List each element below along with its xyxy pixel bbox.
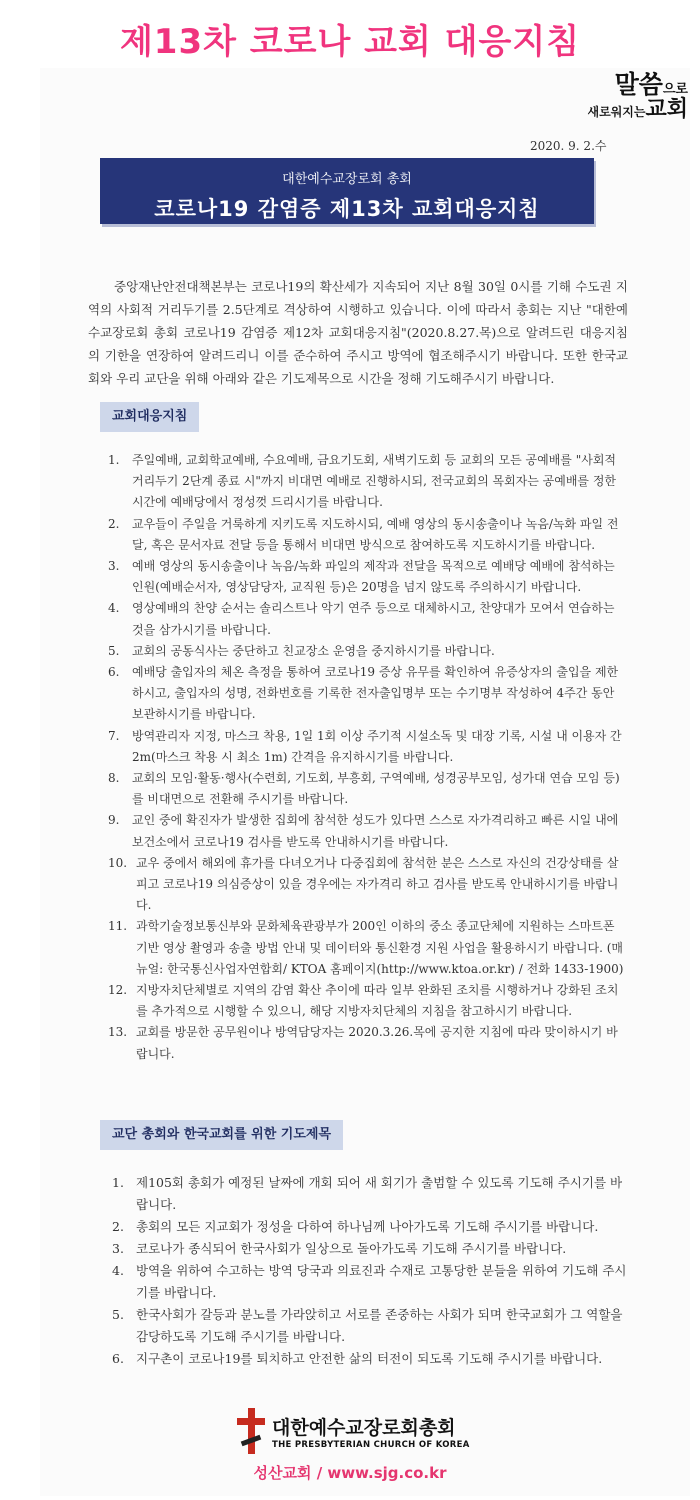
prayer-item-number: 6. [112, 1351, 124, 1366]
prayer-list [112, 1172, 632, 1370]
brand-line1-suffix: 으로 [662, 82, 688, 97]
guideline-item-number: 8. [108, 771, 120, 786]
cross-icon [236, 1408, 266, 1454]
guideline-item [108, 598, 628, 640]
guideline-item-number: 3. [108, 559, 120, 574]
guideline-item-text: 교우 중에서 해외에 휴가를 다녀오거나 다중집회에 참석한 분은 스스로 자신의 건강상태를 살피고 코로나19 의심증상이 있을 경우에는 자가격리 하고 검사를 받도록 안내하시기를 바랍니다. [136, 855, 619, 913]
guideline-item [108, 556, 628, 598]
brand-line2-bold: 교회 [645, 97, 688, 122]
guidelines-list [108, 450, 628, 1065]
prayer-item-text: 코로나가 종식되어 한국사회가 일상으로 돌아가도록 기도해 주시기를 바랍니다. [136, 1241, 567, 1256]
guideline-item-number: 6. [108, 665, 120, 680]
prayer-item-number: 2. [112, 1219, 124, 1234]
prayer-item-text: 총회의 모든 지교회가 정성을 다하여 하나님께 나아가도록 기도해 주시기를 바랍니다. [136, 1219, 599, 1234]
guideline-item [108, 514, 628, 556]
footer-org-kr: 대한예수교장로회총회 [272, 1416, 456, 1439]
prayer-item-text: 방역을 위하여 수고하는 방역 당국과 의료진과 수재로 고통당한 분들을 위하여 기도해 주시기를 바랍니다. [136, 1263, 627, 1300]
prayer-item-text: 한국사회가 갈등과 분노를 가라앉히고 서로를 존중하는 사회가 되며 한국교회가 그 역할을 감당하도록 기도해 주시기를 바랍니다. [136, 1307, 623, 1344]
guideline-item-text: 방역관리자 지정, 마스크 착용, 1일 1회 이상 주기적 시설소독 및 대장 기록, 시설 내 이용자 간 2m(마스크 착용 시 최소 1m) 간격을 유지하시기를 바랍니다. [132, 728, 622, 764]
intro-paragraph: 중앙재난안전대책본부는 코로나19의 확산세가 지속되어 지난 8월 30일 0시를 기해 수도권 지역의 사회적 거리두기를 2.5단계로 격상하여 시행하고 있습니다. 이에 따라서 총회는 지난 "대한예수교장로회 총회 코로나19 감염증 제12차 교회대응지침"(2020.8.27.목)으로 알려드린 대응지침의 기한을 연장하여 알려드리니 이를 준수하여 주시고 방역에 협조해주시기 바랍니다. 또한 한국교회와 우리 교단을 위해 아래와 같은 기도제목으로 시간을 정해 기도해주시기 바랍니다. [88, 278, 628, 386]
guideline-item-number: 11. [108, 919, 128, 934]
guideline-item [108, 450, 628, 514]
footer-org-en: THE PRESBYTERIAN CHURCH OF KOREA [272, 1439, 470, 1450]
prayer-item-text: 제105회 총회가 예정된 날짜에 개회 되어 새 회기가 출범할 수 있도록 기도해 주시기를 바랍니다. [136, 1175, 623, 1212]
guideline-item-number: 5. [108, 643, 120, 658]
guideline-item [108, 916, 628, 980]
guideline-item [108, 980, 628, 1022]
guideline-item-text: 지방자치단체별로 지역의 감염 확산 추이에 따라 일부 완화된 조치를 시행하거나 강화된 조치를 추가적으로 시행할 수 있으니, 해당 지방자치단체의 지침을 참고하시기 바랍니다. [136, 983, 619, 1019]
prayer-item-number: 1. [112, 1175, 124, 1190]
guideline-item [108, 1022, 628, 1064]
guideline-item-text: 과학기술정보통신부와 문화체육관광부가 200인 이하의 중소 종교단체에 지원하는 스마트폰 기반 영상 촬영과 송출 방법 안내 및 데이터와 통신환경 지원 사업을 활용하시기 바랍니다. (매뉴얼: 한국통신사업자연합회/ KTOA 홈페이지(http://www.ktoa.or.kr) / 전화 1433-1900) [136, 919, 624, 976]
guideline-item-text: 교우들이 주일을 거룩하게 지키도록 지도하시되, 예배 영상의 동시송출이나 녹음/녹화 파일 전달, 혹은 문서자료 전달 등을 통해서 비대면 방식으로 참여하도록 지도하시기를 바랍니다. [132, 516, 619, 552]
guideline-item-text: 주일예배, 교회학교예배, 수요예배, 금요기도회, 새벽기도회 등 교회의 모든 공예배를 "사회적 거리두기 2단계 종료 시"까지 비대면 예배로 진행하시되, 전국교회의 목회자는 공예배를 정한 시간에 예배당에서 정성껏 드리시기를 바랍니다. [132, 453, 617, 510]
prayer-item [112, 1348, 632, 1370]
footer-site: 성산교회 / www.sjg.co.kr [253, 1464, 447, 1482]
guideline-item-number: 4. [108, 601, 120, 616]
guideline-item-text: 교회를 방문한 공무원이나 방역담당자는 2020.3.26.목에 공지한 지침에 따라 맞이하시기 바랍니다. [136, 1025, 618, 1061]
guideline-item-text: 예배당 출입자의 체온 측정을 통하여 코로나19 증상 유무를 확인하여 유증상자의 출입을 제한하시고, 출입자의 성명, 전화번호를 기록한 전자출입명부 또는 수기명부 작성하여 4주간 동안 보관하시기를 바랍니다. [132, 665, 619, 722]
title-banner [100, 158, 594, 224]
guideline-item [108, 853, 628, 917]
guideline-item-number: 7. [108, 728, 120, 743]
guideline-item [108, 810, 628, 852]
guideline-item [108, 726, 628, 768]
guideline-item [108, 662, 628, 726]
guideline-item-number: 2. [108, 516, 120, 531]
guideline-item-number: 1. [108, 453, 120, 467]
banner-title: 코로나19 감염증 제13차 교회대응지침 [154, 197, 540, 221]
brand-logo [582, 72, 688, 121]
prayer-item [112, 1238, 632, 1260]
guideline-item-text: 교회의 모임·활동·행사(수련회, 기도회, 부흥회, 구역예배, 성경공부모임, 성가대 연습 모임 등)를 비대면으로 전환해 주시기를 바랍니다. [132, 771, 620, 807]
prayer-item-number: 5. [112, 1307, 124, 1322]
page-title: 제13차 코로나 교회 대응지침 [119, 22, 581, 62]
guideline-item-number: 10. [108, 855, 128, 870]
guideline-item-number: 9. [108, 813, 120, 828]
document-date: 2020. 9. 2.수 [530, 139, 607, 153]
prayer-item-number: 3. [112, 1241, 124, 1256]
guideline-item-text: 영상예배의 찬양 순서는 솔리스트나 악기 연주 등으로 대체하시고, 찬양대가 모여서 연습하는 것을 삼가시기를 바랍니다. [132, 601, 615, 637]
guideline-item-text: 교인 중에 확진자가 발생한 집회에 참석한 성도가 있다면 스스로 자가격리하고 빠른 시일 내에 보건소에서 코로나19 검사를 받도록 안내하시기를 바랍니다. [132, 813, 619, 849]
guideline-item-number: 12. [108, 983, 128, 998]
prayer-item [112, 1216, 632, 1238]
guideline-item [108, 641, 628, 662]
brand-line2: 새로워지는 [587, 105, 646, 119]
prayer-section-header: 교단 총회와 한국교회를 위한 기도제목 [100, 1120, 343, 1150]
prayer-item-number: 4. [112, 1263, 124, 1278]
prayer-item [112, 1172, 632, 1216]
prayer-item [112, 1304, 632, 1348]
guideline-item-text: 예배 영상의 동시송출이나 녹음/녹화 파일의 제작과 전달을 목적으로 예배당 예배에 참석하는 인원(예배순서자, 영상담당자, 교직원 등)은 20명을 넘지 않도록 주의하시기 바랍니다. [132, 559, 615, 595]
guidelines-section-header: 교회대응지침 [100, 402, 199, 432]
prayer-item [112, 1260, 632, 1304]
brand-line1: 말씀 [614, 70, 663, 99]
church-logo [236, 1408, 470, 1454]
prayer-item-text: 지구촌이 코로나19를 퇴치하고 안전한 삶의 터전이 되도록 기도해 주시기를 바랍니다. [136, 1351, 603, 1366]
guideline-item [108, 768, 628, 810]
banner-subtitle: 대한예수교장로회 총회 [282, 172, 412, 187]
guideline-item-number: 13. [108, 1025, 128, 1040]
guideline-item-text: 교회의 공동식사는 중단하고 친교장소 운영을 중지하시기를 바랍니다. [132, 643, 495, 658]
